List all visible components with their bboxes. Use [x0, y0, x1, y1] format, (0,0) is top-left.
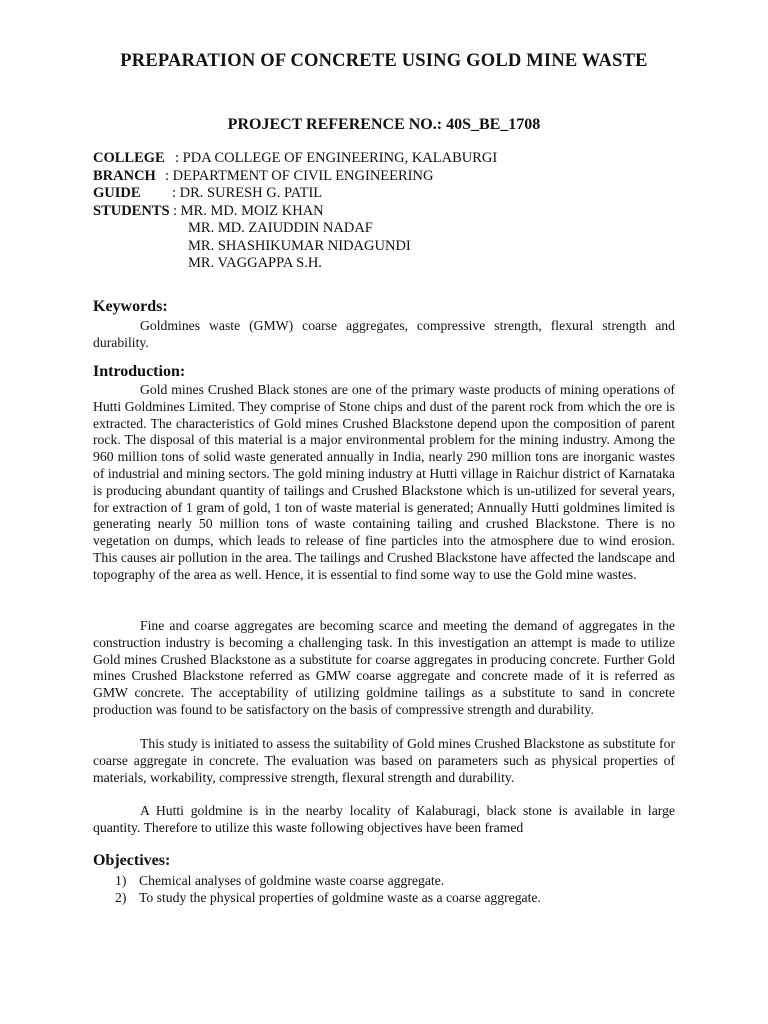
objective-text: Chemical analyses of goldmine waste coarse aggregate.: [139, 873, 445, 888]
info-value-guide: [172, 185, 322, 203]
keywords-heading: Keywords:: [93, 298, 168, 315]
info-key-students: STUDENTS: [93, 202, 170, 219]
info-text-branch: DEPARTMENT OF CIVIL ENGINEERING: [172, 167, 434, 184]
info-text-guide: DR. SURESH G. PATIL: [179, 185, 323, 201]
info-key-branch: BRANCH: [93, 167, 156, 184]
info-separator: :: [172, 185, 180, 201]
objective-item: [115, 872, 541, 889]
project-reference: PROJECT REFERENCE NO.: 40S_BE_1708: [227, 116, 541, 133]
introduction-heading: Introduction:: [93, 363, 186, 380]
info-value-students: [173, 203, 324, 221]
info-key-college: COLLEGE: [93, 150, 165, 166]
info-key-guide: GUIDE: [93, 185, 141, 201]
introduction-paragraph: A Hutti goldmine is in the nearby locality of Kalaburagi, black stone is available in large quantity. Therefore to utilize this waste following objectives have been framed: [93, 803, 675, 835]
info-separator: :: [175, 150, 183, 166]
objective-text: To study the physical properties of goldmine waste as a coarse aggregate.: [139, 890, 541, 905]
objectives-list: [115, 872, 541, 906]
info-separator: :: [173, 202, 181, 219]
info-text-college: PDA COLLEGE OF ENGINEERING, KALABURGI: [182, 150, 498, 166]
student-name: MR. SHASHIKUMAR NIDAGUNDI: [188, 237, 411, 254]
introduction-paragraph: Gold mines Crushed Black stones are one of the primary waste products of mining operations of Hutti Goldmines Limited. They comprise of Stone chips and dust of the parent rock from which the ore is extracted. The characteristics of Gold mines Crushed Blackstone depend upon the composition of parent rock. The disposal of this material is a major environmental problem for the mining industry. Among the 960 million tons of solid waste generated annually in India, nearly 290 million tons are inorganic wastes of industrial and mining sectors. The gold mining industry at Hutti village in Raichur district of Karnataka is producing abundant quantity of tailings and Crushed Blackstone which is un-utilized for several years, for extraction of 1 gram of gold, 1 ton of waste material is generated; Annually Hutti goldmines limited is generating nearly 50 million tons of waste containing tailing and crushed Blackstone. There is no vegetation on dumps, which leads to release of fine particles into the atmosphere due to wind erosion. This causes air pollution in the area. The tailings and Crushed Blackstone have affected the landscape and topography of the area as well. Hence, it is essential to find some way to use the Gold mine wastes.: [93, 382, 675, 582]
student-name: MR. VAGGAPPA S.H.: [188, 255, 322, 271]
info-separator: :: [165, 167, 173, 184]
introduction-paragraph: This study is initiated to assess the suitability of Gold mines Crushed Blackstone as substitute for coarse aggregate in concrete. The evaluation was based on parameters such as physical properties of materials, workability, compressive strength, flexural strength and durability.: [93, 736, 675, 785]
info-text-student-1: MR. MD. MOIZ KHAN: [180, 202, 324, 219]
info-value-college: [175, 150, 497, 168]
objective-item: [115, 889, 541, 906]
objective-number: 1): [115, 873, 127, 888]
student-name: MR. MD. ZAIUDDIN NADAF: [188, 220, 373, 236]
document-title: PREPARATION OF CONCRETE USING GOLD MINE WASTE: [120, 51, 648, 71]
info-value-branch: [165, 168, 433, 186]
introduction-paragraph: Fine and coarse aggregates are becoming scarce and meeting the demand of aggregates in the construction industry is becoming a challenging task. In this investigation an attempt is made to utilize Gold mines Crushed Blackstone as a substitute for coarse aggregates in producing concrete. Further Gold mines Crushed Blackstone referred as GMW coarse aggregate and concrete made of it is referred as GMW concrete. The acceptability of utilizing goldmine tailings as a substitute to sand in concrete production was found to be satisfactory on the basis of compressive strength and durability.: [93, 618, 675, 717]
keywords-text: Goldmines waste (GMW) coarse aggregates, compressive strength, flexural strength and durability.: [93, 318, 675, 350]
objectives-heading: Objectives:: [93, 852, 171, 869]
objective-number: 2): [115, 890, 127, 905]
